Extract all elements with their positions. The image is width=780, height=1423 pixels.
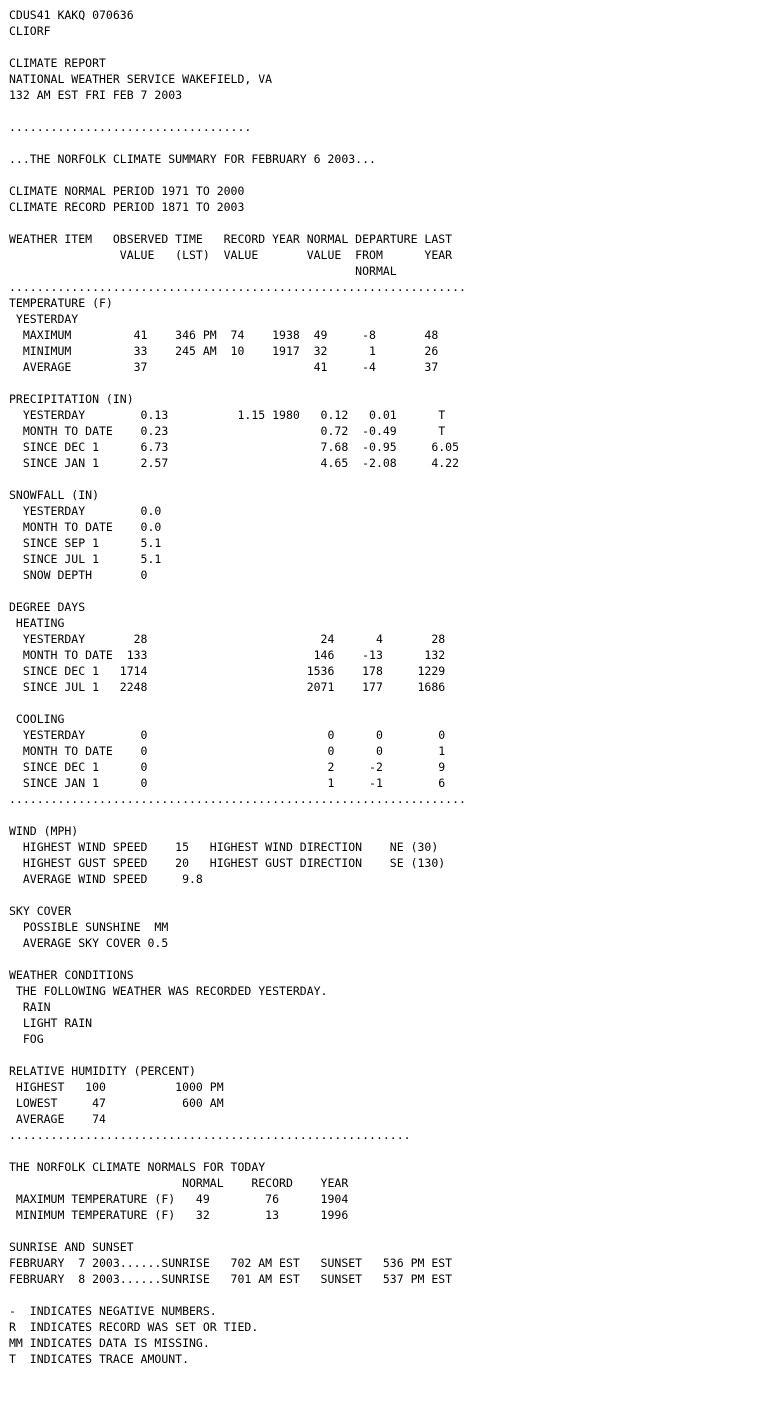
report-line: YESTERDAY 28 24 4 28 [9, 632, 446, 646]
report-line: .......................................................... [9, 1128, 411, 1142]
report-line: MM INDICATES DATA IS MISSING. [9, 1336, 210, 1350]
report-line: SKY COVER [9, 904, 72, 918]
blank-line [9, 807, 466, 823]
blank-line [9, 103, 466, 119]
report-line: NORMAL [9, 264, 397, 278]
report-line: THE NORFOLK CLIMATE NORMALS FOR TODAY [9, 1160, 266, 1174]
blank-line [9, 1047, 466, 1063]
report-line: LOWEST 47 600 AM [9, 1096, 224, 1110]
blank-line [9, 887, 466, 903]
report-line: MONTH TO DATE 0 0 0 1 [9, 744, 446, 758]
report-line: ................................... [9, 120, 252, 134]
blank-line [9, 1143, 466, 1159]
report-line: MONTH TO DATE 0.0 [9, 520, 162, 534]
report-line: YESTERDAY 0.0 [9, 504, 162, 518]
report-line: - INDICATES NEGATIVE NUMBERS. [9, 1304, 217, 1318]
blank-line [9, 39, 466, 55]
report-line: SINCE JAN 1 2.57 4.65 -2.08 4.22 [9, 456, 460, 470]
report-line: FOG [9, 1032, 44, 1046]
blank-line [9, 951, 466, 967]
blank-line [9, 167, 466, 183]
report-line: .................................................................. [9, 792, 466, 806]
report-line: MONTH TO DATE 133 146 -13 132 [9, 648, 446, 662]
report-line: HIGHEST 100 1000 PM [9, 1080, 224, 1094]
report-line: NORMAL RECORD YEAR [9, 1176, 349, 1190]
report-line: CLIORF [9, 24, 51, 38]
report-line: YESTERDAY [9, 312, 79, 326]
report-line: VALUE (LST) VALUE VALUE FROM YEAR [9, 248, 453, 262]
report-line: FEBRUARY 7 2003......SUNRISE 702 AM EST SUNSET 536 PM EST [9, 1256, 453, 1270]
report-line: HIGHEST WIND SPEED 15 HIGHEST WIND DIRECTION NE (30) [9, 840, 439, 854]
blank-line [9, 695, 466, 711]
report-line: CDUS41 KAKQ 070636 [9, 8, 134, 22]
blank-line [9, 135, 466, 151]
report-line: AVERAGE SKY COVER 0.5 [9, 936, 169, 950]
report-line: SINCE JUL 1 5.1 [9, 552, 162, 566]
report-line: HIGHEST GUST SPEED 20 HIGHEST GUST DIRECTION SE (130) [9, 856, 446, 870]
report-line: SINCE SEP 1 5.1 [9, 536, 162, 550]
report-line: MAXIMUM TEMPERATURE (F) 49 76 1904 [9, 1192, 349, 1206]
report-line: MINIMUM 33 245 AM 10 1917 32 1 26 [9, 344, 439, 358]
report-line: RAIN [9, 1000, 51, 1014]
report-line: YESTERDAY 0.13 1.15 1980 0.12 0.01 T [9, 408, 446, 422]
blank-line [9, 583, 466, 599]
blank-line [9, 471, 466, 487]
blank-line [9, 1223, 466, 1239]
climate-report-text [9, 7, 466, 1367]
report-line: CLIMATE REPORT [9, 56, 106, 70]
report-line: SINCE DEC 1 6.73 7.68 -0.95 6.05 [9, 440, 460, 454]
report-line: SINCE DEC 1 1714 1536 178 1229 [9, 664, 446, 678]
report-line: FEBRUARY 8 2003......SUNRISE 701 AM EST SUNSET 537 PM EST [9, 1272, 453, 1286]
report-line: HEATING [9, 616, 65, 630]
report-line: WIND (MPH) [9, 824, 79, 838]
report-line: POSSIBLE SUNSHINE MM [9, 920, 169, 934]
report-line: T INDICATES TRACE AMOUNT. [9, 1352, 190, 1366]
blank-line [9, 375, 466, 391]
report-line: TEMPERATURE (F) [9, 296, 113, 310]
report-line: MINIMUM TEMPERATURE (F) 32 13 1996 [9, 1208, 349, 1222]
report-line: SINCE DEC 1 0 2 -2 9 [9, 760, 446, 774]
report-line: RELATIVE HUMIDITY (PERCENT) [9, 1064, 196, 1078]
report-line: ...THE NORFOLK CLIMATE SUMMARY FOR FEBRUARY 6 2003... [9, 152, 376, 166]
report-line: THE FOLLOWING WEATHER WAS RECORDED YESTERDAY. [9, 984, 328, 998]
report-line: CLIMATE NORMAL PERIOD 1971 TO 2000 [9, 184, 245, 198]
report-line: DEGREE DAYS [9, 600, 86, 614]
report-line: SINCE JUL 1 2248 2071 177 1686 [9, 680, 446, 694]
report-line: SUNRISE AND SUNSET [9, 1240, 134, 1254]
blank-line [9, 215, 466, 231]
report-line: .................................................................. [9, 280, 466, 294]
report-line: CLIMATE RECORD PERIOD 1871 TO 2003 [9, 200, 245, 214]
report-line: YESTERDAY 0 0 0 0 [9, 728, 446, 742]
report-line: LIGHT RAIN [9, 1016, 93, 1030]
report-line: SNOW DEPTH 0 [9, 568, 148, 582]
report-line: R INDICATES RECORD WAS SET OR TIED. [9, 1320, 259, 1334]
report-line: SINCE JAN 1 0 1 -1 6 [9, 776, 446, 790]
report-line: PRECIPITATION (IN) [9, 392, 134, 406]
report-line: WEATHER ITEM OBSERVED TIME RECORD YEAR NORMAL DEPARTURE LAST [9, 232, 453, 246]
report-line: MAXIMUM 41 346 PM 74 1938 49 -8 48 [9, 328, 439, 342]
report-line: NATIONAL WEATHER SERVICE WAKEFIELD, VA [9, 72, 273, 86]
report-line: AVERAGE 37 41 -4 37 [9, 360, 439, 374]
report-line: WEATHER CONDITIONS [9, 968, 134, 982]
report-line: AVERAGE 74 [9, 1112, 106, 1126]
report-line: AVERAGE WIND SPEED 9.8 [9, 872, 203, 886]
report-line: MONTH TO DATE 0.23 0.72 -0.49 T [9, 424, 446, 438]
report-line: 132 AM EST FRI FEB 7 2003 [9, 88, 183, 102]
blank-line [9, 1287, 466, 1303]
report-line: SNOWFALL (IN) [9, 488, 100, 502]
report-line: COOLING [9, 712, 65, 726]
